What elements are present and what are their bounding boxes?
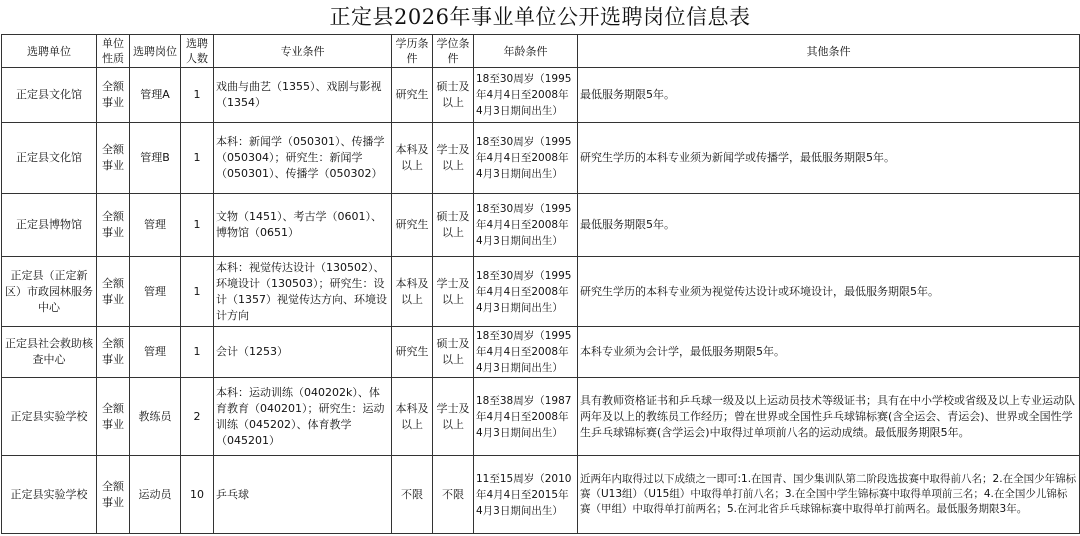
cell-age: 18至30周岁（1995年4月4日至2008年4月3日期间出生） <box>474 257 578 327</box>
cell-other: 研究生学历的本科专业须为新闻学或传播学，最低服务期限5年。 <box>578 123 1080 194</box>
table-row <box>2 378 1080 456</box>
header-major: 专业条件 <box>214 35 392 68</box>
cell-age: 18至30周岁（1995年4月4日至2008年4月3日期间出生） <box>474 194 578 257</box>
cell-other: 研究生学历的本科专业须为视觉传达设计或环境设计，最低服务期限5年。 <box>578 257 1080 327</box>
cell-other: 最低服务期限5年。 <box>578 194 1080 257</box>
cell-major: 本科：视觉传达设计（130502）、环境设计（130503）；研究生：设计（1357）视觉传达方向、环境设计方向 <box>214 257 392 327</box>
cell-other: 本科专业须为会计学，最低服务期限5年。 <box>578 327 1080 378</box>
cell-age: 18至30周岁（1995年4月4日至2008年4月3日期间出生） <box>474 123 578 194</box>
cell-edu: 本科及以上 <box>392 123 433 194</box>
cell-nature: 全额事业 <box>97 194 130 257</box>
cell-age: 18至30周岁（1995年4月4日至2008年4月3日期间出生） <box>474 68 578 123</box>
positions-table <box>1 34 1080 534</box>
cell-unit: 正定县文化馆 <box>2 68 97 123</box>
cell-count: 1 <box>181 194 214 257</box>
cell-unit: 正定县文化馆 <box>2 123 97 194</box>
cell-major: 戏曲与曲艺（1355）、戏剧与影视（1354） <box>214 68 392 123</box>
cell-major: 会计（1253） <box>214 327 392 378</box>
cell-post: 管理B <box>130 123 181 194</box>
table-row <box>2 257 1080 327</box>
cell-nature: 全额事业 <box>97 456 130 534</box>
cell-unit: 正定县博物馆 <box>2 194 97 257</box>
cell-edu: 研究生 <box>392 194 433 257</box>
cell-nature: 全额事业 <box>97 378 130 456</box>
cell-unit: 正定县实验学校 <box>2 378 97 456</box>
cell-count: 1 <box>181 68 214 123</box>
cell-degree: 硕士及以上 <box>433 327 474 378</box>
cell-unit: 正定县社会救助核查中心 <box>2 327 97 378</box>
cell-count: 2 <box>181 378 214 456</box>
cell-count: 1 <box>181 257 214 327</box>
header-count: 选聘人数 <box>181 35 214 68</box>
table-row <box>2 68 1080 123</box>
cell-nature: 全额事业 <box>97 123 130 194</box>
cell-edu: 本科及以上 <box>392 257 433 327</box>
header-nature: 单位性质 <box>97 35 130 68</box>
cell-other: 具有教师资格证书和乒乓球一级及以上运动员技术等级证书；具有在中小学校或省级及以上专业运动队两年及以上的教练员工作经历；曾在世界或全国性乒乓球锦标赛(含全运会、青运会)、世界或全国性学生乒乓球锦标赛(含学运会)中取得过单项前八名的运动成绩。最低服务期限5年。 <box>578 378 1080 456</box>
cell-degree: 硕士及以上 <box>433 68 474 123</box>
cell-nature: 全额事业 <box>97 68 130 123</box>
cell-age: 18至30周岁（1995年4月4日至2008年4月3日期间出生） <box>474 327 578 378</box>
cell-edu: 研究生 <box>392 327 433 378</box>
cell-post: 管理 <box>130 257 181 327</box>
cell-post: 管理 <box>130 327 181 378</box>
cell-degree: 学士及以上 <box>433 378 474 456</box>
header-degree: 学位条件 <box>433 35 474 68</box>
cell-major: 文物（1451）、考古学（0601）、博物馆（0651） <box>214 194 392 257</box>
cell-other: 最低服务期限5年。 <box>578 68 1080 123</box>
cell-unit: 正定县实验学校 <box>2 456 97 534</box>
cell-post: 管理A <box>130 68 181 123</box>
cell-other: 近两年内取得过以下成绩之一即可:1.在国青、国少集训队第二阶段选拔赛中取得前八名；2.在全国少年锦标赛（U13组）（U15组）中取得单打前八名；3.在全国中学生锦标赛中取得单项前三名；4.在全国少儿锦标赛（甲组）中取得单打前两名；5.在河北省乒乓球锦标赛中取得单打前两名。最低服务期限3年。 <box>578 456 1080 534</box>
cell-nature: 全额事业 <box>97 257 130 327</box>
cell-post: 运动员 <box>130 456 181 534</box>
header-age: 年龄条件 <box>474 35 578 68</box>
cell-count: 1 <box>181 123 214 194</box>
header-unit: 选聘单位 <box>2 35 97 68</box>
cell-edu: 本科及以上 <box>392 378 433 456</box>
cell-post: 教练员 <box>130 378 181 456</box>
table-row <box>2 123 1080 194</box>
cell-age: 18至38周岁（1987年4月4日至2008年4月3日期间出生） <box>474 378 578 456</box>
cell-unit: 正定县（正定新区）市政园林服务中心 <box>2 257 97 327</box>
table-row <box>2 327 1080 378</box>
cell-post: 管理 <box>130 194 181 257</box>
cell-major: 本科：新闻学（050301）、传播学（050304）；研究生：新闻学（050301）、传播学（050302） <box>214 123 392 194</box>
cell-major: 本科：运动训练（040202k）、体育教育（040201）；研究生：运动训练（045202）、体育教学（045201） <box>214 378 392 456</box>
cell-edu: 研究生 <box>392 68 433 123</box>
table-row <box>2 194 1080 257</box>
cell-degree: 学士及以上 <box>433 257 474 327</box>
header-edu: 学历条件 <box>392 35 433 68</box>
cell-degree: 硕士及以上 <box>433 194 474 257</box>
cell-count: 1 <box>181 327 214 378</box>
header-post: 选聘岗位 <box>130 35 181 68</box>
cell-edu: 不限 <box>392 456 433 534</box>
cell-degree: 学士及以上 <box>433 123 474 194</box>
cell-major: 乒乓球 <box>214 456 392 534</box>
cell-age: 11至15周岁（2010年4月4日至2015年4月3日期间出生） <box>474 456 578 534</box>
cell-degree: 不限 <box>433 456 474 534</box>
table-row <box>2 456 1080 534</box>
cell-nature: 全额事业 <box>97 327 130 378</box>
header-other: 其他条件 <box>578 35 1080 68</box>
table-header-row <box>2 35 1080 68</box>
cell-count: 10 <box>181 456 214 534</box>
page-title: 正定县2026年事业单位公开选聘岗位信息表 <box>329 5 751 29</box>
